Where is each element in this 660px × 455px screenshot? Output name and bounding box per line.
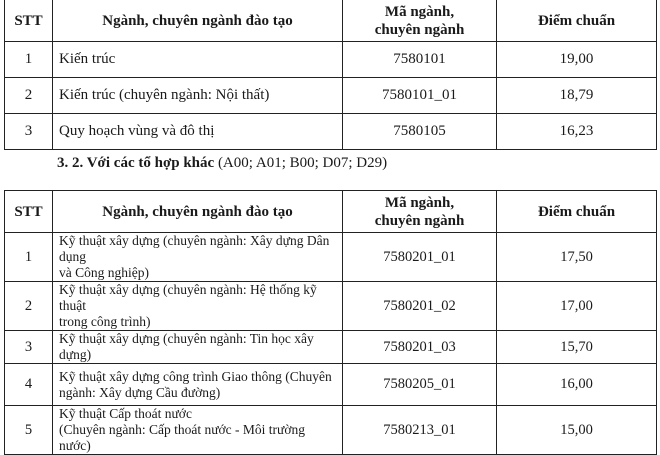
row-stt: 5 xyxy=(5,406,53,455)
row-program-line1: Kỹ thuật xây dựng (chuyên ngành: Tin học xây dựng) xyxy=(59,331,314,362)
benchmark-table-architecture xyxy=(4,0,657,150)
row-program-line1: Kỹ thuật xây dựng công trình Giao thông (Chuyên xyxy=(59,368,332,384)
row-program xyxy=(53,406,343,455)
row-program xyxy=(53,282,343,331)
row-program xyxy=(53,233,343,282)
row-program-line2: và Công nghiệp) xyxy=(59,265,149,280)
row-program-line2: trong công trình) xyxy=(59,314,151,329)
table-row xyxy=(5,364,657,406)
table-row xyxy=(5,42,657,78)
table-row xyxy=(5,406,657,455)
row-score: 19,00 xyxy=(497,42,657,78)
row-code: 7580201_02 xyxy=(343,282,497,331)
row-program: Kiến trúc xyxy=(53,42,343,78)
row-program-line2: (Chuyên ngành: Cấp thoát nước - Môi trường nước) xyxy=(59,422,305,453)
header-code-line2: chuyên ngành xyxy=(374,212,465,229)
header-program: Ngành, chuyên ngành đào tạo xyxy=(53,0,343,42)
section-heading-rest: (A00; A01; B00; D07; D29) xyxy=(214,155,388,171)
header-code-line1: Mã ngành, xyxy=(384,3,455,20)
row-score: 16,23 xyxy=(497,114,657,150)
row-code: 7580205_01 xyxy=(343,364,497,406)
row-score: 15,70 xyxy=(497,331,657,364)
table-row xyxy=(5,233,657,282)
row-score: 17,50 xyxy=(497,233,657,282)
section-heading-bold: 3. 2. Với các tổ hợp khác xyxy=(57,155,215,171)
row-program-line1: Kỹ thuật Cấp thoát nước xyxy=(59,406,192,421)
header-score: Điểm chuẩn xyxy=(497,191,657,233)
row-code: 7580201_01 xyxy=(343,233,497,282)
header-stt: STT xyxy=(5,191,53,233)
row-code: 7580101 xyxy=(343,42,497,78)
row-stt: 2 xyxy=(5,78,53,114)
table-row xyxy=(5,331,657,364)
header-program: Ngành, chuyên ngành đào tạo xyxy=(53,191,343,233)
row-program: Quy hoạch vùng và đô thị xyxy=(53,114,343,150)
row-score: 17,00 xyxy=(497,282,657,331)
header-code xyxy=(343,0,497,42)
header-code-line2: chuyên ngành xyxy=(374,21,465,38)
benchmark-table-other-combinations xyxy=(4,190,657,455)
row-code: 7580105 xyxy=(343,114,497,150)
row-code: 7580101_01 xyxy=(343,78,497,114)
row-stt: 1 xyxy=(5,233,53,282)
row-code: 7580213_01 xyxy=(343,406,497,455)
row-stt: 2 xyxy=(5,282,53,331)
row-stt: 1 xyxy=(5,42,53,78)
table-header-row xyxy=(5,0,657,42)
row-code: 7580201_03 xyxy=(343,331,497,364)
table-row xyxy=(5,282,657,331)
row-score: 15,00 xyxy=(497,406,657,455)
row-program xyxy=(53,364,343,406)
table-row xyxy=(5,78,657,114)
header-code-line1: Mã ngành, xyxy=(384,194,455,211)
row-program-line1: Kỹ thuật xây dựng (chuyên ngành: Hệ thống kỹ thuật xyxy=(59,282,317,313)
row-stt: 3 xyxy=(5,331,53,364)
table-header-row xyxy=(5,191,657,233)
section-heading xyxy=(57,155,387,172)
header-stt: STT xyxy=(5,0,53,42)
row-score: 18,79 xyxy=(497,78,657,114)
header-score: Điểm chuẩn xyxy=(497,0,657,42)
row-score: 16,00 xyxy=(497,364,657,406)
row-stt: 4 xyxy=(5,364,53,406)
row-stt: 3 xyxy=(5,114,53,150)
row-program xyxy=(53,331,343,364)
table-row xyxy=(5,114,657,150)
header-code xyxy=(343,191,497,233)
row-program: Kiến trúc (chuyên ngành: Nội thất) xyxy=(53,78,343,114)
row-program-line2: ngành: Xây dựng Cầu đường) xyxy=(59,384,221,400)
row-program-line1: Kỹ thuật xây dựng (chuyên ngành: Xây dựng Dân dụng xyxy=(59,233,330,264)
